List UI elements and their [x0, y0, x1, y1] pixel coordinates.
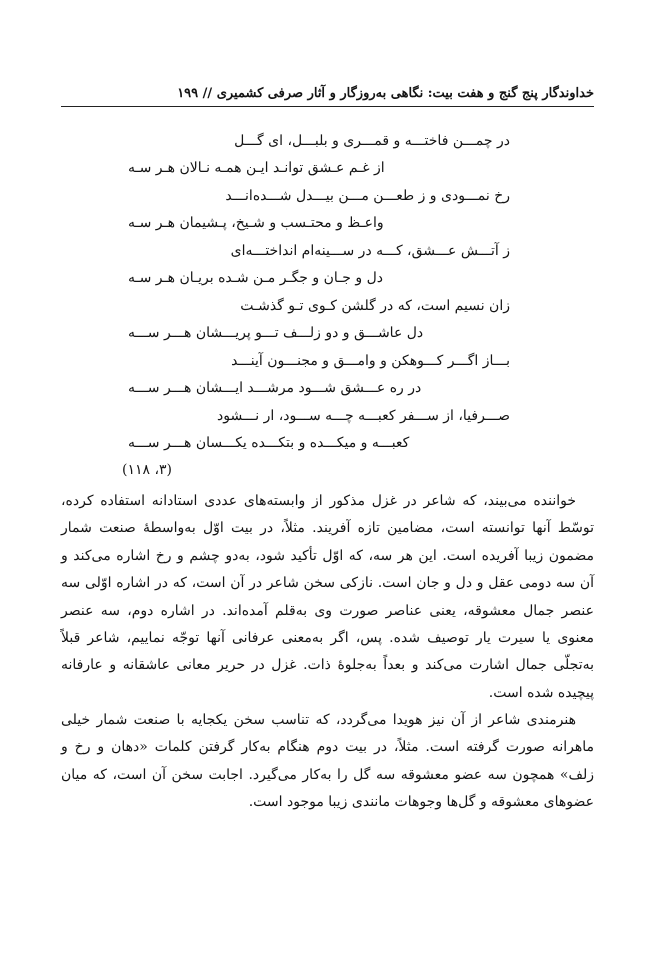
poem-line-7: زان نسیم است، که در گلشن کـوی تـو گذشـت: [240, 298, 510, 314]
poem-line-1: در چمـــن فاختـــه و قمـــری و بلبـــل، ای گـــل: [234, 133, 510, 149]
paragraph-2-line-1: هنرمندی شاعر از آن نیز هویدا می‌گردد، که تناسب سخن یکجایه با صنعت شمار: [96, 712, 577, 728]
paragraph-2-line-4: آن است، که میان عضوهای معشوقه و گل‌ها وجوهات مانندی زیبا موجود است.: [61, 766, 594, 811]
poem-line-12: کعبـــه و میکـــده و بتکـــده یکـــسان هـــر ســـه: [128, 435, 410, 451]
paragraph-1: [61, 488, 594, 707]
paragraph-1-line-5: اشاره اوّلی سه عنصر جمال معشوقه، یعنی عناصر صورت وی به‌قلم آمده‌اند. در اشاره: [61, 575, 594, 619]
poem-line-10: در ره عـــشق شـــود مرشـــد ایـــشان هـــر ســـه: [128, 380, 422, 396]
paragraph-1-line-1: خواننده می‌بیند، که شاعر در غزل مذکور از وابسته‌های عددی استادانه استفاده: [100, 493, 576, 509]
running-header-title: خداوندگار پنج گنج و هفت بیت: نگاهی به‌روزگار و آثار صرفی کشمیری // ۱۹۹: [177, 85, 594, 101]
poem-line-3: رخ نمـــودی و ز طعـــن مـــن بیـــدل شـــده‌انـــد: [225, 188, 510, 204]
paragraph-1-line-3: شمار مضمون زیبا آفریده است. این هر سه، که اوّل تأکید شود، به‌دو چشم و رخ اشاره: [61, 520, 595, 564]
poem-reference: (۳، ۱۱۸): [122, 462, 172, 478]
poem-line-11: صـــرفیا، از ســـفر کعبـــه چـــه ســـود، ار نـــشود: [216, 408, 510, 424]
header-rule: [61, 106, 594, 107]
paragraph-2-line-3: «دهان و رخ و زلف» همچون سه عضو معشوقه سه گل را به‌کار می‌گیرد. اجابت سخن: [61, 739, 594, 783]
poem-line-6: دل و جـان و جگـر مـن شـده بریـان هـر سـه: [128, 270, 383, 286]
paragraph-1-line-7: نماییم، شاعر قبلاً به‌تجلّی جمال اشارت می‌کند و بعداً به‌جلوهٔ ذات. غزل در حریر: [61, 630, 595, 674]
paragraph-2-line-2: خیلی ماهرانه صورت گرفته است. مثلاً، در بیت دوم هنگام به‌کار گرفتن کلمات: [61, 712, 594, 756]
paragraph-2: [61, 707, 594, 817]
paragraph-1-line-2: کرده، توسّط آنها توانسته است، مضامین تازه آفریند. مثلاً، در بیت اوّل به‌واسطهٔ صنعت: [61, 493, 594, 537]
poem-line-9: بـــاز اگـــر کـــوهکن و وامـــق و مجنـــون آینـــد: [231, 353, 510, 369]
paragraph-1-line-6: دوم، سه عنصر معنوی یا سیرت یار توصیف شده. پس، اگر به‌معنی عرفانی آنها توجّه: [61, 602, 594, 647]
poem-line-8: دل عاشـــق و دو زلـــف تـــو پریـــشان هـــر ســـه: [128, 325, 424, 341]
paragraph-1-line-8: معانی عاشقانه و عارفانه پیچیده شده است.: [61, 657, 594, 701]
paragraph-1-line-4: می‌کند و آن سه دومی عقل و دل و جان است. نازکی سخن شاعر در آن است، که در: [61, 547, 595, 592]
running-header: [61, 82, 594, 104]
poem-line-4: واعـظ و محتـسب و شـیخ، پـشیمان هـر سـه: [128, 215, 384, 231]
poem-line-2: از غـم عـشق توانـد ایـن همـه نـالان هـر سـه: [128, 160, 385, 176]
poem-line-5: ز آتـــش عـــشق، کـــه در ســـینه‌ام انداختـــه‌ای: [230, 243, 510, 259]
